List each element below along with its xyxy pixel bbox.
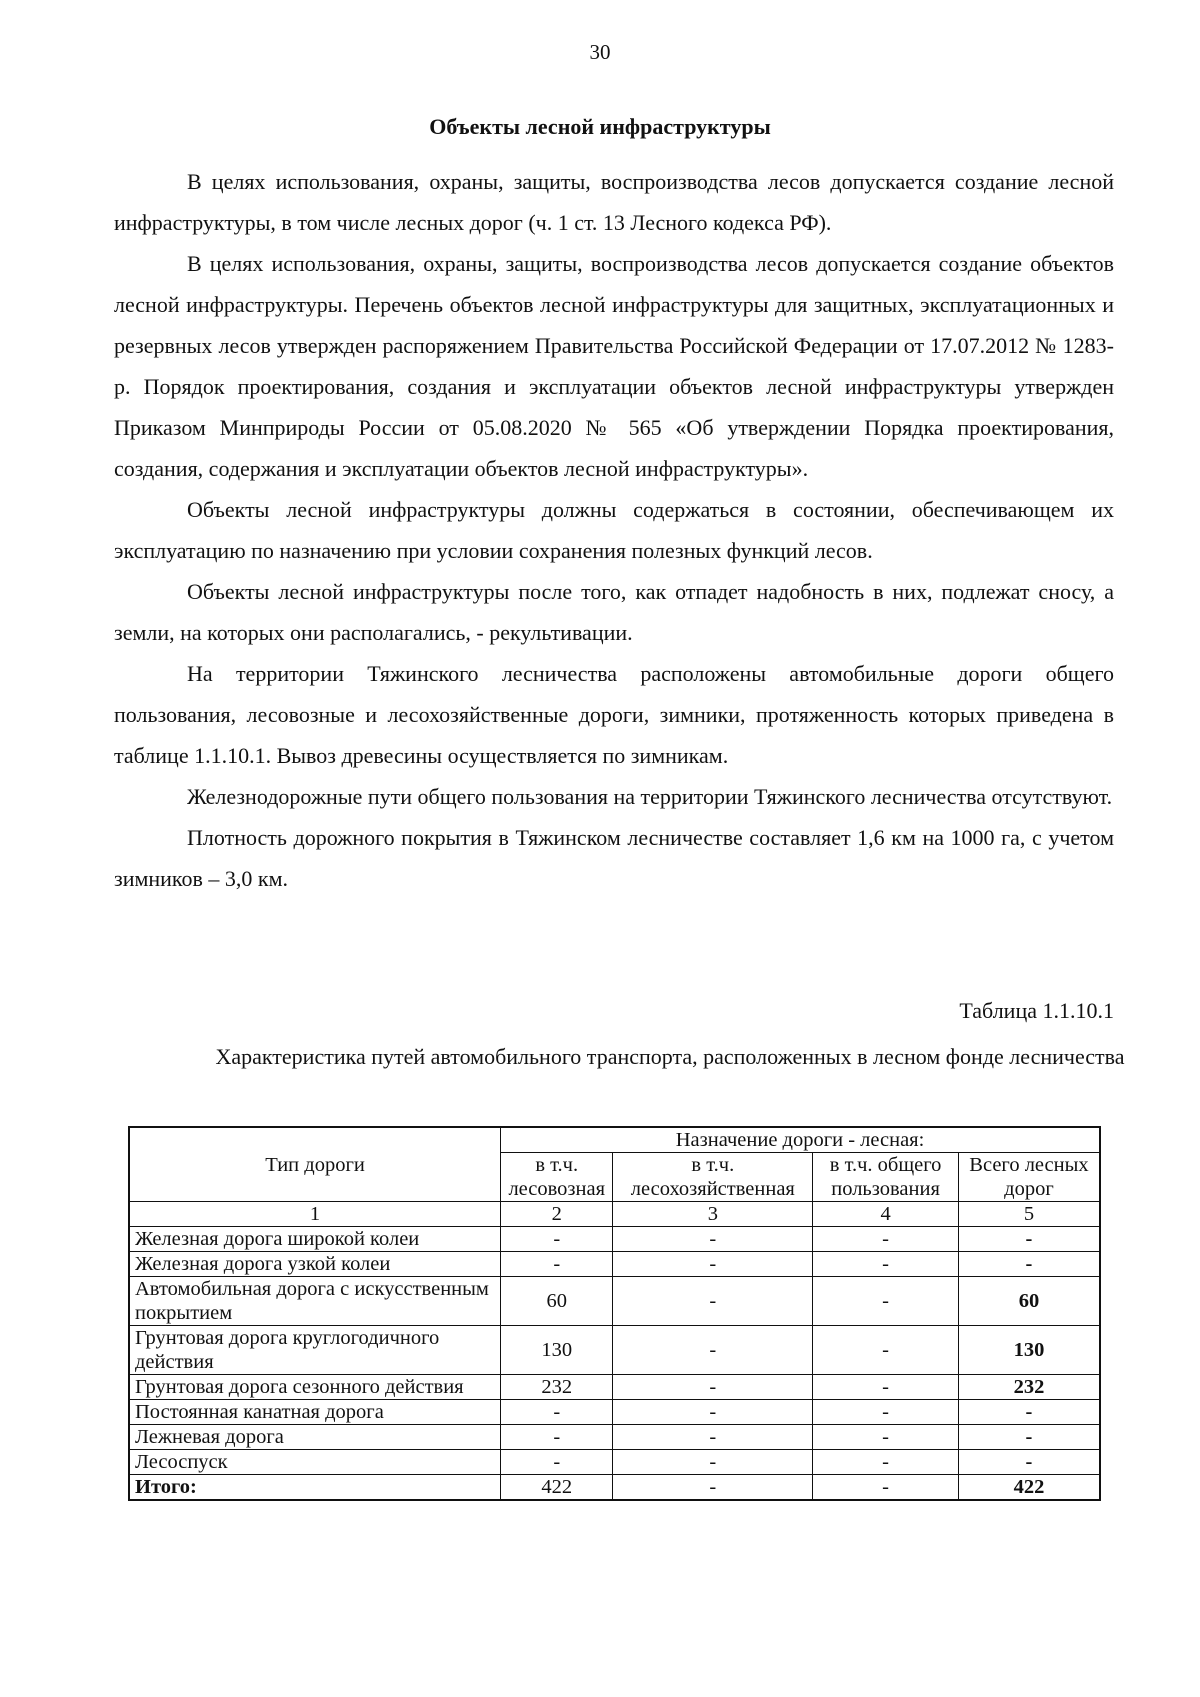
public-cell: -: [813, 1400, 959, 1425]
table-row: [129, 1277, 1100, 1326]
total-cell: 60: [958, 1277, 1100, 1326]
public-cell: -: [813, 1252, 959, 1277]
table-row: [129, 1326, 1100, 1375]
forestry-cell: -: [613, 1425, 813, 1450]
road-type-cell: Автомобильная дорога с искусственным покрытием: [129, 1277, 501, 1326]
table-caption: Характеристика путей автомобильного транспорта, расположенных в лесном фонде лесничества: [215, 1044, 1125, 1069]
column-number: 4: [813, 1202, 959, 1227]
table-row: [129, 1400, 1100, 1425]
table-header-row: [129, 1127, 1100, 1153]
table-row: [129, 1252, 1100, 1277]
column-number: 3: [613, 1202, 813, 1227]
public-cell: -: [813, 1425, 959, 1450]
forestry-cell: -: [613, 1326, 813, 1375]
header-purpose-group: Назначение дороги - лесная:: [501, 1127, 1100, 1153]
logging-total: 422: [501, 1475, 613, 1501]
road-type-cell: Грунтовая дорога круглогодичного действия: [129, 1326, 501, 1375]
grand-total: 422: [958, 1475, 1100, 1501]
forestry-cell: -: [613, 1450, 813, 1475]
road-type-cell: Постоянная канатная дорога: [129, 1400, 501, 1425]
total-cell: 232: [958, 1375, 1100, 1400]
public-cell: -: [813, 1450, 959, 1475]
logging-cell: -: [501, 1227, 613, 1252]
header-total-roads: Всего лесных дорог: [958, 1153, 1100, 1202]
logging-cell: -: [501, 1425, 613, 1450]
public-cell: -: [813, 1375, 959, 1400]
column-number: 1: [129, 1202, 501, 1227]
table-number: Таблица 1.1.10.1: [959, 998, 1114, 1023]
logging-cell: 130: [501, 1326, 613, 1375]
header-road-type: Тип дороги: [129, 1127, 501, 1202]
total-label: Итого:: [129, 1475, 501, 1501]
paragraph: На территории Тяжинского лесничества расположены автомобильные дороги общего пользования, лесовозные и лесохозяйственные дороги, зимники, протяженность которых приведена в таблице 1.1.10.1. Вывоз древесины осуществляется по зимникам.: [114, 661, 1114, 768]
road-type-cell: Железная дорога узкой колеи: [129, 1252, 501, 1277]
public-total: -: [813, 1475, 959, 1501]
header-public: в т.ч. общего пользования: [813, 1153, 959, 1202]
paragraph: В целях использования, охраны, защиты, воспроизводства лесов допускается создание лесной инфраструктуры, в том числе лесных дорог (ч. 1 ст. 13 Лесного кодекса РФ).: [114, 169, 1114, 235]
column-number: 5: [958, 1202, 1100, 1227]
page-title: Объекты лесной инфраструктуры: [429, 114, 771, 139]
paragraph: Объекты лесной инфраструктуры после того, как отпадет надобность в них, подлежат сносу, а земли, на которых они располагались, - рекультивации.: [114, 579, 1114, 645]
forestry-cell: -: [613, 1277, 813, 1326]
logging-cell: -: [501, 1400, 613, 1425]
paragraph: Объекты лесной инфраструктуры должны содержаться в состоянии, обеспечивающем их эксплуатацию по назначению при условии сохранения полезных функций лесов.: [114, 497, 1114, 563]
table-row: [129, 1425, 1100, 1450]
table-row: [129, 1227, 1100, 1252]
table-total-row: [129, 1475, 1100, 1501]
road-type-cell: Лежневая дорога: [129, 1425, 501, 1450]
paragraph: Железнодорожные пути общего пользования на территории Тяжинского лесничества отсутствуют.: [187, 784, 1113, 809]
header-logging: в т.ч. лесовозная: [501, 1153, 613, 1202]
road-type-cell: Железная дорога широкой колеи: [129, 1227, 501, 1252]
column-number-row: [129, 1202, 1100, 1227]
header-forestry: в т.ч. лесохозяйственная: [613, 1153, 813, 1202]
forestry-cell: -: [613, 1252, 813, 1277]
column-number: 2: [501, 1202, 613, 1227]
logging-cell: -: [501, 1450, 613, 1475]
logging-cell: -: [501, 1252, 613, 1277]
public-cell: -: [813, 1326, 959, 1375]
total-cell: -: [958, 1425, 1100, 1450]
forestry-total: -: [613, 1475, 813, 1501]
page-number: 30: [589, 40, 611, 64]
total-cell: -: [958, 1450, 1100, 1475]
public-cell: -: [813, 1227, 959, 1252]
paragraph: В целях использования, охраны, защиты, воспроизводства лесов допускается создание объектов лесной инфраструктуры. Перечень объектов лесной инфраструктуры для защитных, эксплуатационных и резервных лесов утвержден распоряжением Правительства Российской Федерации от 17.07.2012 № 1283-р. Порядок проектирования, создания и эксплуатации объектов лесной инфраструктуры утвержден Приказом Минприроды России от 05.08.2020 № 565 «Об утверждении Порядка проектирования, создания, содержания и эксплуатации объектов лесной инфраструктуры».: [114, 251, 1114, 481]
total-cell: 130: [958, 1326, 1100, 1375]
total-cell: -: [958, 1227, 1100, 1252]
public-cell: -: [813, 1277, 959, 1326]
logging-cell: 232: [501, 1375, 613, 1400]
body-text: [114, 161, 1114, 899]
forestry-cell: -: [613, 1400, 813, 1425]
roads-table: [128, 1126, 1101, 1501]
table-row: [129, 1375, 1100, 1400]
table-row: [129, 1450, 1100, 1475]
forestry-cell: -: [613, 1227, 813, 1252]
forestry-cell: -: [613, 1375, 813, 1400]
total-cell: -: [958, 1400, 1100, 1425]
logging-cell: 60: [501, 1277, 613, 1326]
paragraph: Плотность дорожного покрытия в Тяжинском лесничестве составляет 1,6 км на 1000 га, с учетом зимников – 3,0 км.: [114, 825, 1114, 891]
total-cell: -: [958, 1252, 1100, 1277]
road-type-cell: Лесоспуск: [129, 1450, 501, 1475]
road-type-cell: Грунтовая дорога сезонного действия: [129, 1375, 501, 1400]
